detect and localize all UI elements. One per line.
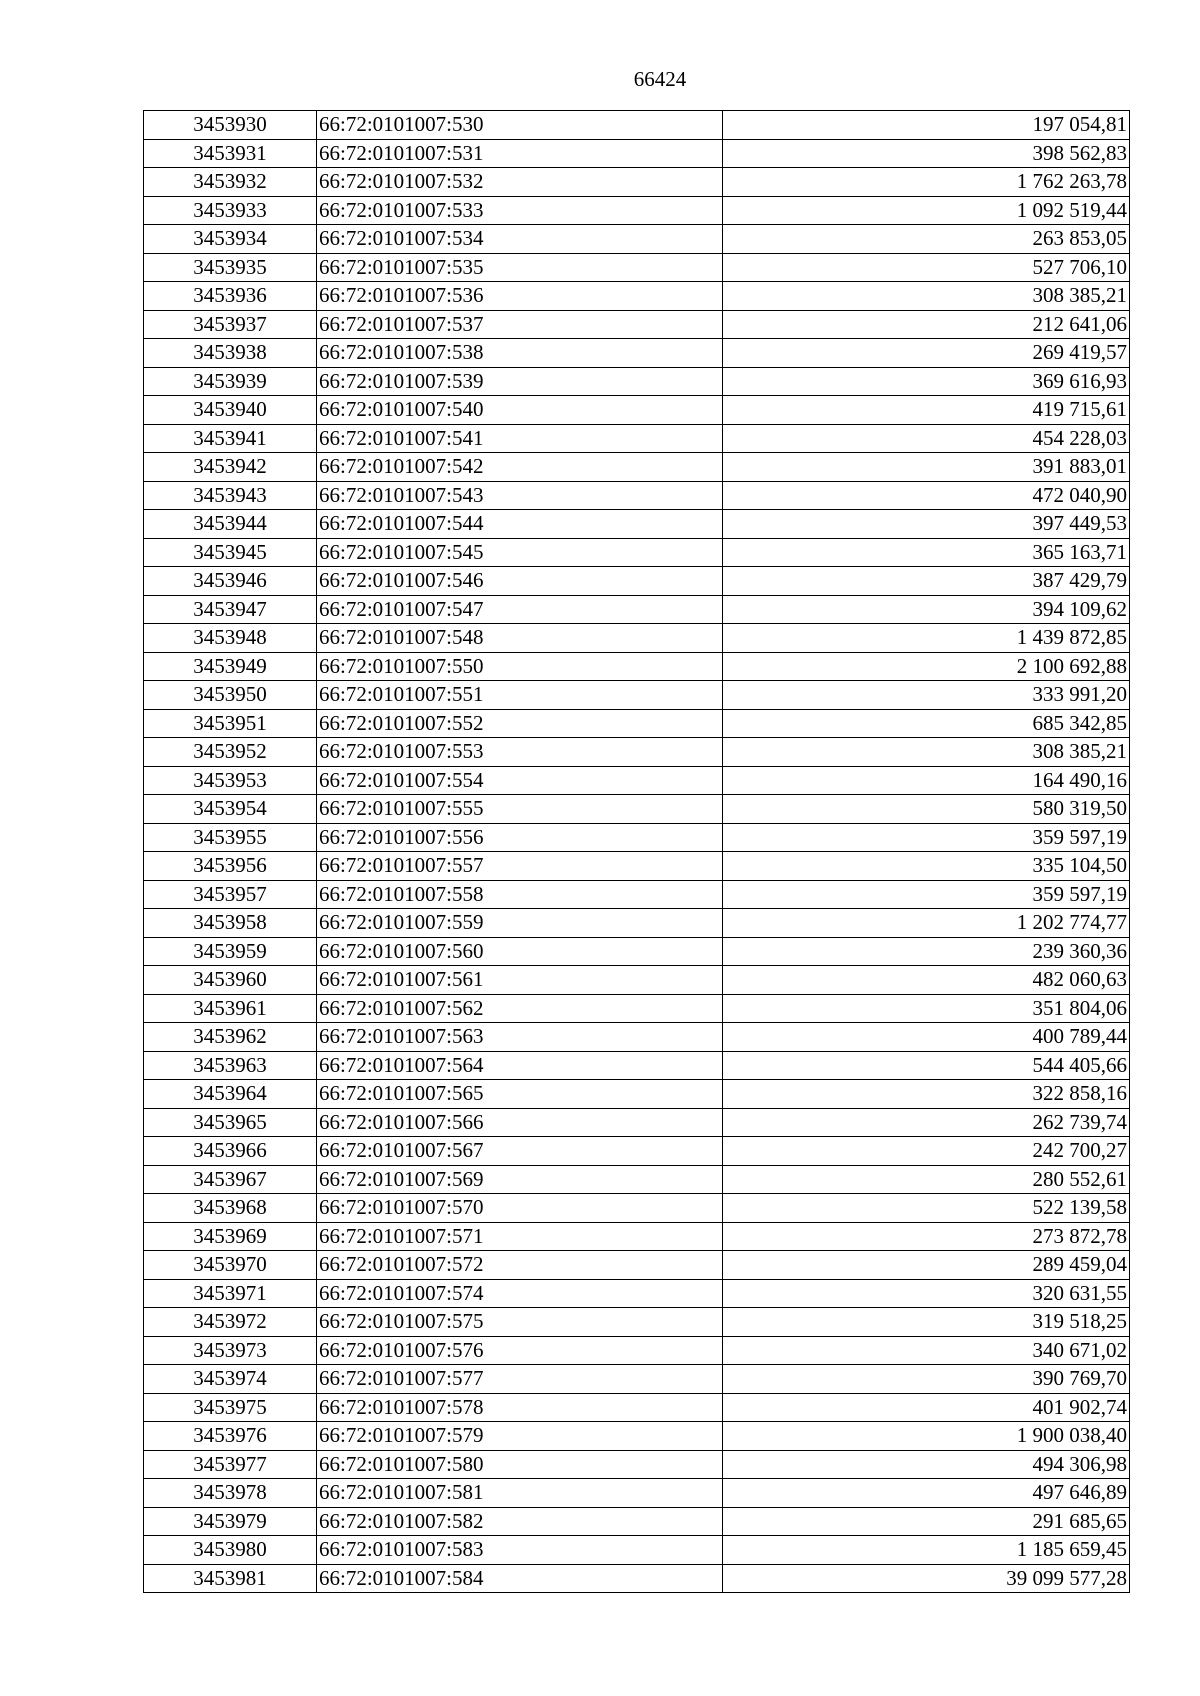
cadastral-number-cell: 66:72:0101007:537 [317,310,723,339]
cadastral-number-cell: 66:72:0101007:538 [317,339,723,368]
table-row [144,909,1130,938]
cadastral-value-cell: 280 552,61 [723,1165,1130,1194]
row-id-cell: 3453938 [144,339,317,368]
cadastral-number-cell: 66:72:0101007:574 [317,1279,723,1308]
table-row [144,1137,1130,1166]
table-row [144,1108,1130,1137]
cadastral-value-cell: 308 385,21 [723,738,1130,767]
cadastral-value-cell: 322 858,16 [723,1080,1130,1109]
cadastral-value-cell: 269 419,57 [723,339,1130,368]
cadastral-value-cell: 320 631,55 [723,1279,1130,1308]
table-row [144,1536,1130,1565]
cadastral-value-cell: 387 429,79 [723,567,1130,596]
table-row [144,1336,1130,1365]
cadastral-value-cell: 527 706,10 [723,253,1130,282]
row-id-cell: 3453942 [144,453,317,482]
cadastral-number-cell: 66:72:0101007:582 [317,1507,723,1536]
cadastral-value-cell: 289 459,04 [723,1251,1130,1280]
table-row [144,310,1130,339]
cadastral-number-cell: 66:72:0101007:551 [317,681,723,710]
cadastral-number-cell: 66:72:0101007:564 [317,1051,723,1080]
table-row [144,1251,1130,1280]
cadastral-value-cell: 351 804,06 [723,994,1130,1023]
row-id-cell: 3453941 [144,424,317,453]
cadastral-number-cell: 66:72:0101007:583 [317,1536,723,1565]
cadastral-number-cell: 66:72:0101007:556 [317,823,723,852]
table-row [144,1564,1130,1593]
cadastral-number-cell: 66:72:0101007:577 [317,1365,723,1394]
cadastral-value-cell: 544 405,66 [723,1051,1130,1080]
cadastral-value-cell: 263 853,05 [723,225,1130,254]
cadastral-number-cell: 66:72:0101007:576 [317,1336,723,1365]
cadastral-number-cell: 66:72:0101007:559 [317,909,723,938]
row-id-cell: 3453956 [144,852,317,881]
table-row [144,766,1130,795]
cadastral-value-cell: 401 902,74 [723,1393,1130,1422]
cadastral-number-cell: 66:72:0101007:536 [317,282,723,311]
table-row [144,396,1130,425]
table-row [144,1051,1130,1080]
row-id-cell: 3453950 [144,681,317,710]
row-id-cell: 3453961 [144,994,317,1023]
cadastral-number-cell: 66:72:0101007:535 [317,253,723,282]
cadastral-value-cell: 1 900 038,40 [723,1422,1130,1451]
row-id-cell: 3453930 [144,111,317,140]
row-id-cell: 3453934 [144,225,317,254]
table-row [144,538,1130,567]
cadastral-value-cell: 1 092 519,44 [723,196,1130,225]
row-id-cell: 3453932 [144,168,317,197]
cadastral-number-cell: 66:72:0101007:542 [317,453,723,482]
table-row [144,253,1130,282]
row-id-cell: 3453970 [144,1251,317,1280]
cadastral-number-cell: 66:72:0101007:581 [317,1479,723,1508]
cadastral-number-cell: 66:72:0101007:546 [317,567,723,596]
cadastral-value-cell: 1 439 872,85 [723,624,1130,653]
row-id-cell: 3453945 [144,538,317,567]
row-id-cell: 3453947 [144,595,317,624]
table-row [144,139,1130,168]
cadastral-number-cell: 66:72:0101007:560 [317,937,723,966]
cadastral-number-cell: 66:72:0101007:532 [317,168,723,197]
cadastral-number-cell: 66:72:0101007:567 [317,1137,723,1166]
row-id-cell: 3453937 [144,310,317,339]
cadastral-number-cell: 66:72:0101007:572 [317,1251,723,1280]
table-row [144,424,1130,453]
cadastral-number-cell: 66:72:0101007:543 [317,481,723,510]
row-id-cell: 3453964 [144,1080,317,1109]
row-id-cell: 3453973 [144,1336,317,1365]
cadastral-value-cell: 340 671,02 [723,1336,1130,1365]
cadastral-number-cell: 66:72:0101007:554 [317,766,723,795]
row-id-cell: 3453936 [144,282,317,311]
cadastral-value-cell: 454 228,03 [723,424,1130,453]
row-id-cell: 3453976 [144,1422,317,1451]
table-row [144,1194,1130,1223]
cadastral-value-cell: 242 700,27 [723,1137,1130,1166]
row-id-cell: 3453957 [144,880,317,909]
cadastral-value-cell: 197 054,81 [723,111,1130,140]
cadastral-number-cell: 66:72:0101007:569 [317,1165,723,1194]
table-row [144,453,1130,482]
cadastral-value-cell: 369 616,93 [723,367,1130,396]
cadastral-number-cell: 66:72:0101007:565 [317,1080,723,1109]
row-id-cell: 3453978 [144,1479,317,1508]
row-id-cell: 3453952 [144,738,317,767]
cadastral-value-cell: 419 715,61 [723,396,1130,425]
row-id-cell: 3453959 [144,937,317,966]
table-row [144,880,1130,909]
row-id-cell: 3453965 [144,1108,317,1137]
row-id-cell: 3453974 [144,1365,317,1394]
cadastral-value-cell: 164 490,16 [723,766,1130,795]
cadastral-value-table [143,110,1130,1593]
row-id-cell: 3453931 [144,139,317,168]
cadastral-number-cell: 66:72:0101007:539 [317,367,723,396]
row-id-cell: 3453948 [144,624,317,653]
row-id-cell: 3453935 [144,253,317,282]
table-row [144,282,1130,311]
cadastral-number-cell: 66:72:0101007:548 [317,624,723,653]
row-id-cell: 3453972 [144,1308,317,1337]
cadastral-number-cell: 66:72:0101007:530 [317,111,723,140]
table-row [144,510,1130,539]
cadastral-number-cell: 66:72:0101007:531 [317,139,723,168]
cadastral-value-cell: 1 762 263,78 [723,168,1130,197]
row-id-cell: 3453951 [144,709,317,738]
table-row [144,1080,1130,1109]
cadastral-number-cell: 66:72:0101007:544 [317,510,723,539]
cadastral-value-cell: 394 109,62 [723,595,1130,624]
row-id-cell: 3453949 [144,652,317,681]
table-row [144,1393,1130,1422]
table-row [144,1507,1130,1536]
row-id-cell: 3453953 [144,766,317,795]
cadastral-number-cell: 66:72:0101007:552 [317,709,723,738]
cadastral-value-cell: 239 360,36 [723,937,1130,966]
cadastral-value-cell: 397 449,53 [723,510,1130,539]
row-id-cell: 3453966 [144,1137,317,1166]
table-row [144,1308,1130,1337]
cadastral-value-cell: 319 518,25 [723,1308,1130,1337]
cadastral-value-cell: 482 060,63 [723,966,1130,995]
cadastral-number-cell: 66:72:0101007:545 [317,538,723,567]
cadastral-value-cell: 1 185 659,45 [723,1536,1130,1565]
row-id-cell: 3453981 [144,1564,317,1593]
cadastral-value-cell: 359 597,19 [723,880,1130,909]
cadastral-value-cell: 522 139,58 [723,1194,1130,1223]
cadastral-value-cell: 400 789,44 [723,1023,1130,1052]
row-id-cell: 3453939 [144,367,317,396]
table-row [144,1422,1130,1451]
cadastral-value-cell: 291 685,65 [723,1507,1130,1536]
table-row [144,595,1130,624]
cadastral-value-cell: 212 641,06 [723,310,1130,339]
table-row [144,111,1130,140]
row-id-cell: 3453940 [144,396,317,425]
row-id-cell: 3453975 [144,1393,317,1422]
table-body [144,111,1130,1593]
cadastral-value-cell: 494 306,98 [723,1450,1130,1479]
cadastral-number-cell: 66:72:0101007:570 [317,1194,723,1223]
cadastral-number-cell: 66:72:0101007:557 [317,852,723,881]
row-id-cell: 3453958 [144,909,317,938]
table-row [144,481,1130,510]
row-id-cell: 3453963 [144,1051,317,1080]
cadastral-number-cell: 66:72:0101007:563 [317,1023,723,1052]
table-row [144,339,1130,368]
cadastral-number-cell: 66:72:0101007:562 [317,994,723,1023]
table-row [144,567,1130,596]
cadastral-number-cell: 66:72:0101007:547 [317,595,723,624]
table-row [144,225,1130,254]
cadastral-value-cell: 2 100 692,88 [723,652,1130,681]
cadastral-value-cell: 39 099 577,28 [723,1564,1130,1593]
row-id-cell: 3453971 [144,1279,317,1308]
cadastral-number-cell: 66:72:0101007:571 [317,1222,723,1251]
cadastral-number-cell: 66:72:0101007:580 [317,1450,723,1479]
cadastral-number-cell: 66:72:0101007:534 [317,225,723,254]
cadastral-number-cell: 66:72:0101007:555 [317,795,723,824]
cadastral-value-cell: 497 646,89 [723,1479,1130,1508]
cadastral-number-cell: 66:72:0101007:550 [317,652,723,681]
table-row [144,937,1130,966]
cadastral-number-cell: 66:72:0101007:566 [317,1108,723,1137]
table-row [144,1450,1130,1479]
cadastral-value-cell: 308 385,21 [723,282,1130,311]
row-id-cell: 3453980 [144,1536,317,1565]
cadastral-number-cell: 66:72:0101007:575 [317,1308,723,1337]
row-id-cell: 3453955 [144,823,317,852]
row-id-cell: 3453960 [144,966,317,995]
table-row [144,795,1130,824]
table-row [144,652,1130,681]
table-row [144,1279,1130,1308]
row-id-cell: 3453954 [144,795,317,824]
cadastral-number-cell: 66:72:0101007:541 [317,424,723,453]
cadastral-value-cell: 333 991,20 [723,681,1130,710]
table-row [144,738,1130,767]
table-row [144,1222,1130,1251]
table-row [144,709,1130,738]
table-row [144,367,1130,396]
cadastral-value-cell: 273 872,78 [723,1222,1130,1251]
table-row [144,681,1130,710]
cadastral-value-cell: 398 562,83 [723,139,1130,168]
row-id-cell: 3453946 [144,567,317,596]
cadastral-value-cell: 390 769,70 [723,1365,1130,1394]
row-id-cell: 3453962 [144,1023,317,1052]
row-id-cell: 3453979 [144,1507,317,1536]
cadastral-number-cell: 66:72:0101007:579 [317,1422,723,1451]
cadastral-value-cell: 335 104,50 [723,852,1130,881]
table-row [144,1023,1130,1052]
row-id-cell: 3453967 [144,1165,317,1194]
cadastral-value-cell: 472 040,90 [723,481,1130,510]
row-id-cell: 3453969 [144,1222,317,1251]
row-id-cell: 3453933 [144,196,317,225]
cadastral-value-cell: 685 342,85 [723,709,1130,738]
table-row [144,1165,1130,1194]
table-row [144,1365,1130,1394]
cadastral-value-cell: 580 319,50 [723,795,1130,824]
cadastral-value-cell: 391 883,01 [723,453,1130,482]
table-row [144,196,1130,225]
row-id-cell: 3453968 [144,1194,317,1223]
table-row [144,624,1130,653]
cadastral-value-cell: 359 597,19 [723,823,1130,852]
row-id-cell: 3453944 [144,510,317,539]
cadastral-number-cell: 66:72:0101007:561 [317,966,723,995]
cadastral-number-cell: 66:72:0101007:584 [317,1564,723,1593]
cadastral-value-cell: 262 739,74 [723,1108,1130,1137]
row-id-cell: 3453943 [144,481,317,510]
cadastral-number-cell: 66:72:0101007:578 [317,1393,723,1422]
table-row [144,852,1130,881]
cadastral-number-cell: 66:72:0101007:558 [317,880,723,909]
page-number: 66424 [633,67,687,91]
cadastral-value-cell: 365 163,71 [723,538,1130,567]
cadastral-number-cell: 66:72:0101007:553 [317,738,723,767]
cadastral-number-cell: 66:72:0101007:540 [317,396,723,425]
cadastral-value-cell: 1 202 774,77 [723,909,1130,938]
row-id-cell: 3453977 [144,1450,317,1479]
table-row [144,1479,1130,1508]
table-row [144,168,1130,197]
table-row [144,966,1130,995]
table-row [144,823,1130,852]
cadastral-number-cell: 66:72:0101007:533 [317,196,723,225]
table-row [144,994,1130,1023]
